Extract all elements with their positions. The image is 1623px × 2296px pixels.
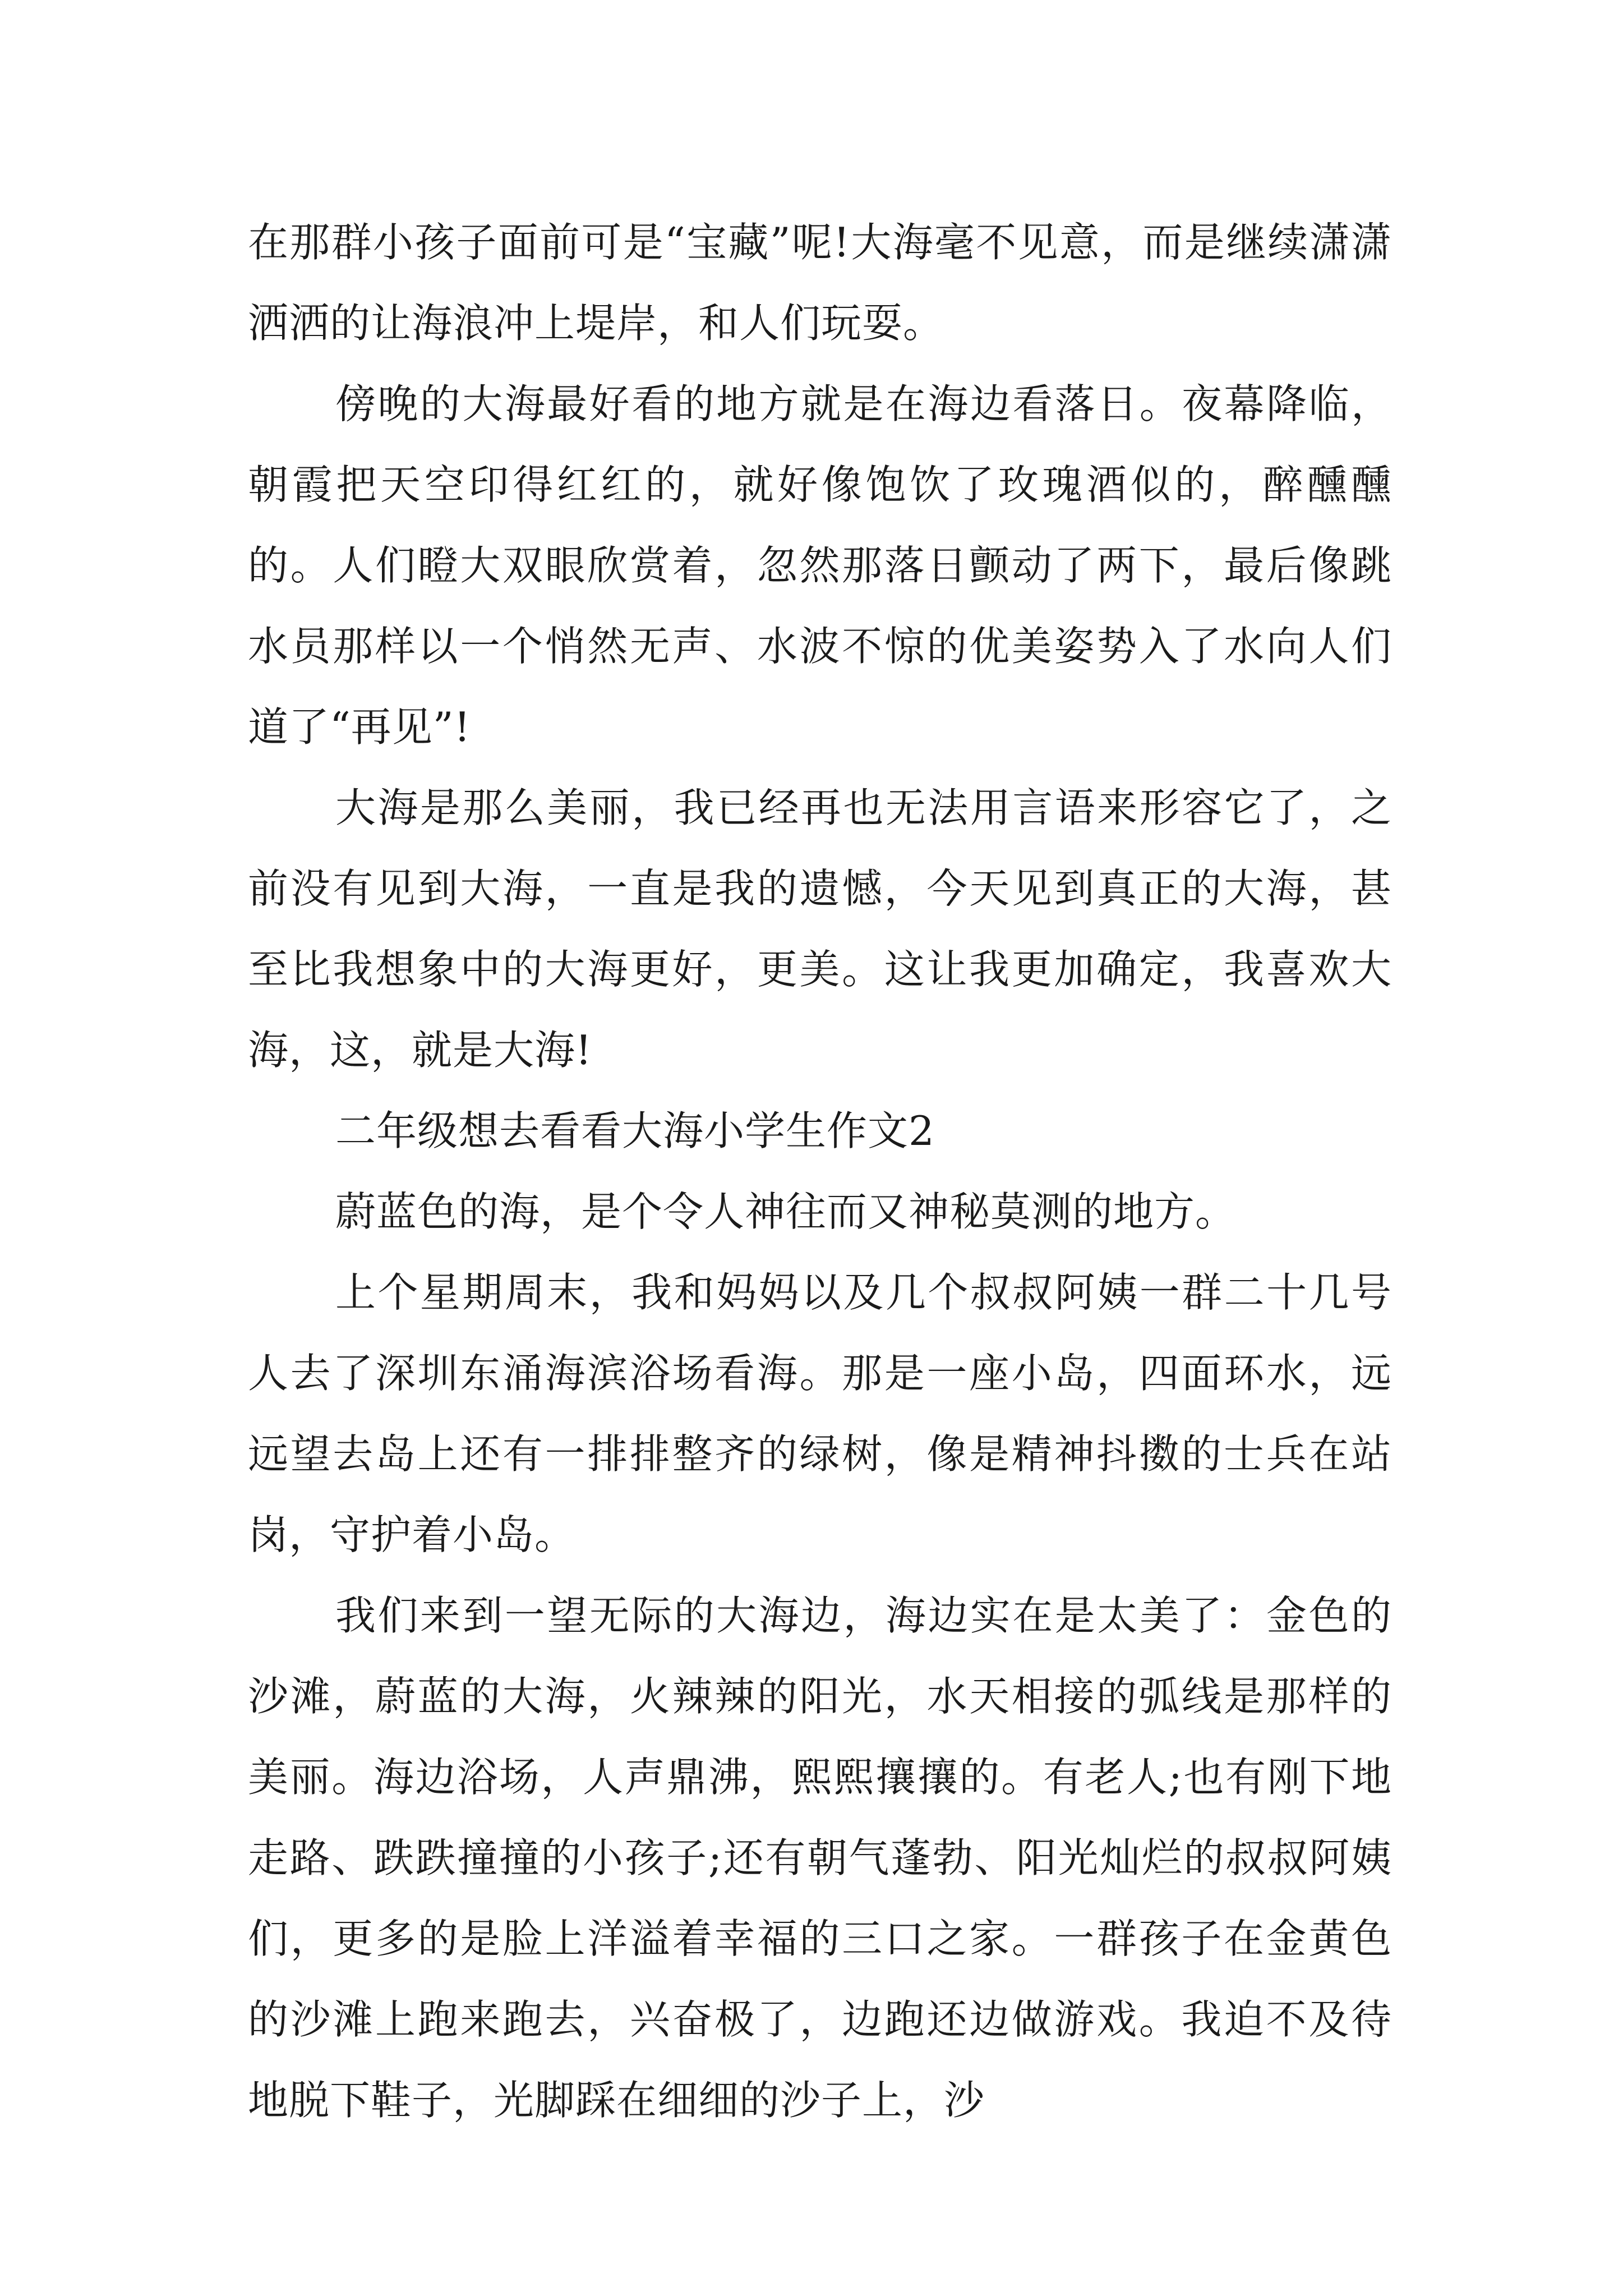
paragraph-3: 大海是那么美丽，我已经再也无法用言语来形容它了，之前没有见到大海，一直是我的遗憾，今天见到真正的大海，甚至比我想象中的大海更好，更美。这让我更加确定，我喜欢大海，这，就是大海! — [248, 784, 1392, 1074]
paragraph-6: 我们来到一望无际的大海边，海边实在是太美了：金色的沙滩，蔚蓝的大海，火辣辣的阳光，水天相接的弧线是那样的美丽。海边浴场，人声鼎沸，熙熙攘攘的。有老人;也有刚下地走路、跌跌撞撞的小孩子;还有朝气蓬勃、阳光灿烂的叔叔阿姨们，更多的是脸上洋溢着幸福的三口之家。一群孩子在金黄色的沙滩上跑来跑去，兴奋极了，边跑还边做游戏。我迫不及待地脱下鞋子，光脚踩在细细的沙子上，沙 — [248, 1592, 1392, 2124]
paragraph-1: 在那群小孩子面前可是“宝藏”呢!大海毫不见意，而是继续潇潇洒洒的让海浪冲上堤岸，和人们玩耍。 — [248, 219, 1392, 347]
essay-heading: 二年级想去看看大海小学生作文2 — [335, 1107, 935, 1154]
paragraph-5: 上个星期周末，我和妈妈以及几个叔叔阿姨一群二十几号人去了深圳东涌海滨浴场看海。那是一座小岛，四面环水，远远望去岛上还有一排排整齐的绿树，像是精神抖擞的士兵在站岗，守护着小岛。 — [248, 1269, 1392, 1558]
paragraph-2: 傍晚的大海最好看的地方就是在海边看落日。夜幕降临，朝霞把天空印得红红的，就好像饱饮了玫瑰酒似的，醉醺醺的。人们瞪大双眼欣赏着，忽然那落日颤动了两下，最后像跳水员那样以一个悄然无声、水波不惊的优美姿势入了水向人们道了“再见”! — [248, 380, 1392, 751]
document-body — [248, 202, 1392, 2141]
paragraph-4: 蔚蓝色的海，是个令人神往而又神秘莫测的地方。 — [335, 1188, 1237, 1235]
